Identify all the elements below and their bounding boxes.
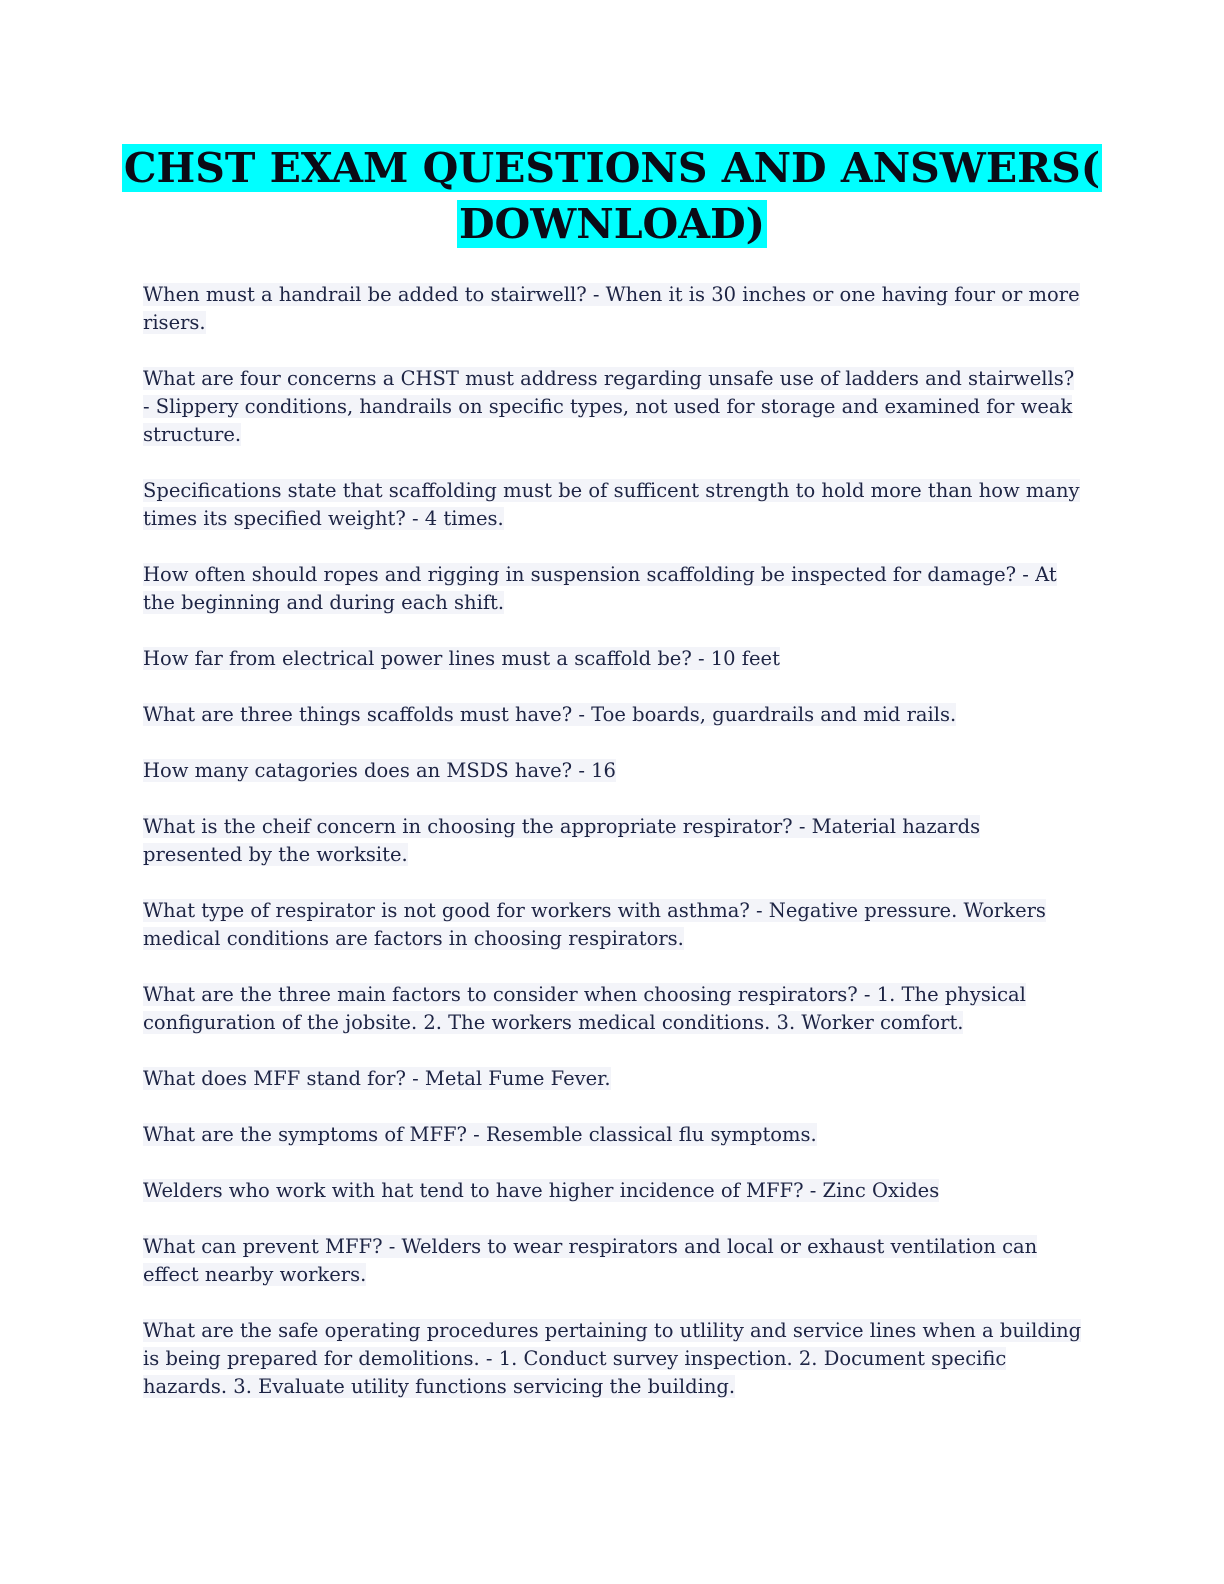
qa-text: Specifications state that scaffolding must be of sufficent strength to hold more than how many times its specified weight? - 4 times. [143, 479, 1080, 530]
qa-text: Welders who work with hat tend to have higher incidence of MFF? - Zinc Oxides [143, 1179, 940, 1202]
qa-item [143, 477, 1083, 533]
title-line-1: CHST EXAM QUESTIONS AND ANSWERS( [123, 144, 1101, 192]
qa-text: What type of respirator is not good for workers with asthma? - Negative pressure. Workers medical conditions are factors in choosing respirators. [143, 899, 1046, 950]
qa-text: What can prevent MFF? - Welders to wear respirators and local or exhaust ventilation can effect nearby workers. [143, 1235, 1038, 1286]
qa-item [143, 813, 1083, 869]
qa-item [143, 1177, 1083, 1205]
title-line-2: DOWNLOAD) [458, 200, 766, 248]
qa-text: What does MFF stand for? - Metal Fume Fever. [143, 1067, 611, 1090]
qa-text: What is the cheif concern in choosing the appropriate respirator? - Material hazards presented by the worksite. [143, 815, 981, 866]
qa-text: How far from electrical power lines must a scaffold be? - 10 feet [143, 647, 780, 670]
qa-text: When must a handrail be added to stairwell? - When it is 30 inches or one having four or more risers. [143, 283, 1080, 334]
qa-text: What are three things scaffolds must have? - Toe boards, guardrails and mid rails. [143, 703, 957, 726]
qa-item [143, 1233, 1083, 1289]
qa-item [143, 897, 1083, 953]
qa-item [143, 1317, 1083, 1401]
qa-text: How often should ropes and rigging in suspension scaffolding be inspected for damage? - At the beginning and during each shift. [143, 563, 1057, 614]
qa-item [143, 701, 1083, 729]
document-title [0, 140, 1224, 252]
qa-item [143, 561, 1083, 617]
qa-text: What are the symptoms of MFF? - Resemble classical flu symptoms. [143, 1123, 817, 1146]
qa-list [143, 281, 1083, 1429]
qa-text: What are four concerns a CHST must address regarding unsafe use of ladders and stairwells? - Slippery conditions, handrails on specific types, not used for storage and examined for weak structure. [143, 367, 1075, 446]
qa-text: What are the safe operating procedures pertaining to utlility and service lines when a building is being prepared for demolitions. - 1. Conduct survey inspection. 2. Document specific hazards. 3. Evaluate utility functions servicing the building. [143, 1319, 1082, 1398]
qa-item [143, 281, 1083, 337]
qa-item [143, 365, 1083, 449]
qa-item [143, 645, 1083, 673]
qa-text: What are the three main factors to consider when choosing respirators? - 1. The physical configuration of the jobsite. 2. The workers medical conditions. 3. Worker comfort. [143, 983, 1026, 1034]
qa-item [143, 757, 1083, 785]
qa-text: How many catagories does an MSDS have? - 16 [143, 759, 616, 782]
qa-item [143, 1065, 1083, 1093]
qa-item [143, 1121, 1083, 1149]
qa-item [143, 981, 1083, 1037]
